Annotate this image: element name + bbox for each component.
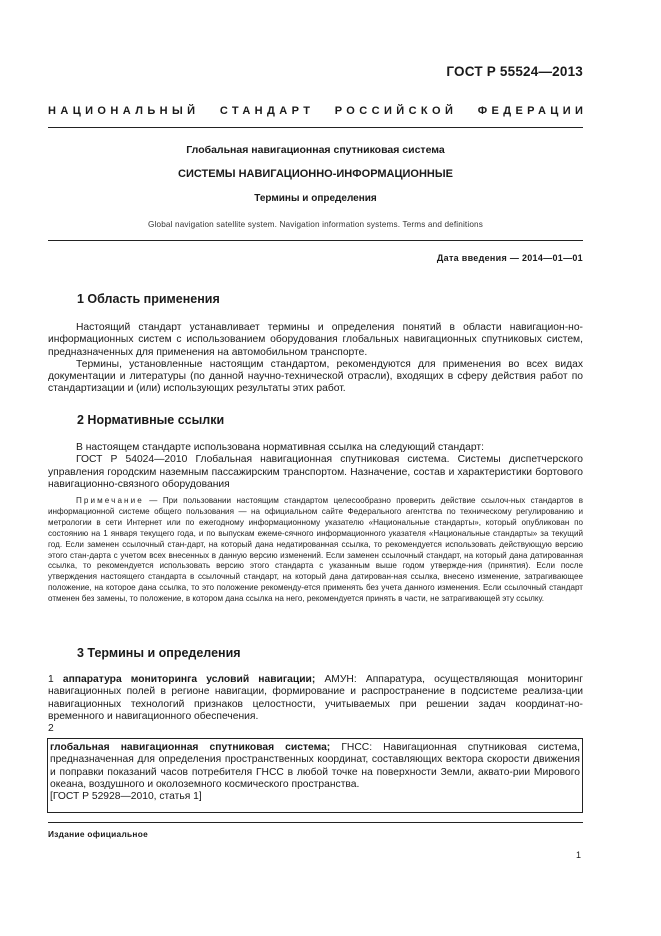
term-number: 2	[48, 723, 54, 734]
title-line-1: Глобальная навигационная спутниковая система	[186, 144, 445, 156]
banner-word: РОССИЙСКОЙ	[334, 105, 458, 117]
note-label: Примечание	[76, 496, 144, 505]
section-3-heading: 3 Термины и определения	[77, 646, 241, 660]
term-name: глобальная навигационная спутниковая система;	[50, 742, 331, 753]
national-standard-banner	[48, 105, 588, 117]
banner-word: СТАНДАРТ	[219, 105, 315, 117]
term-entry-2-box	[47, 738, 583, 813]
footer-divider	[48, 822, 583, 823]
introduction-date: Дата введения — 2014—01—01	[436, 253, 583, 263]
paragraph: Термины, установленные настоящим стандартом, рекомендуются для применения во всех видах документации и литературы (по данной научно-технической отрасли), входящих в сферу действия работ по стандартизации и (или) использующих результаты этих работ.	[48, 358, 583, 395]
title-english: Global navigation satellite system. Navigation information systems. Terms and definitions	[148, 220, 483, 229]
term-name: аппаратура мониторинга условий навигации;	[62, 674, 316, 685]
term-source: [ГОСТ Р 52928—2010, статья 1]	[50, 791, 202, 803]
title-divider	[48, 240, 583, 241]
document-code: ГОСТ Р 55524—2013	[446, 64, 583, 79]
section-1-heading: 1 Область применения	[77, 292, 220, 306]
banner-word: НАЦИОНАЛЬНЫЙ	[48, 105, 200, 117]
title-line-3: Термины и определения	[254, 193, 377, 204]
note-text: — При пользовании настоящим стандартом целесообразно проверить действие ссылоч-ных стандартов в информационной системе общего пользования — на официальном сайте Федерального агентства по техническому регулированию и метрологии в сети Интернет или по ежегодному информационному указателю «Национальные стандарты», который опубликован по состоянию на 1 января текущего года, и по выпускам ежеме-сячного информационного указателя «Национальные стандарты» за текущий год. Если заменен ссылочный стан-дарт, на который дана недатированная ссылка, то рекомендуется использовать действующую версию этого стан-дарта с учетом всех внесенных в данную версию изменений. Если заменен ссылочный стандарт, на который дана датированная ссылка, то рекомендуется использовать версию этого стандарта с указанным выше годом утвержде-ния (принятия). Если после утверждения настоящего стандарта в ссылочный стандарт, на который дана датирован-ная ссылка, внесено изменение, затрагивающее положение, на которое дана ссылка, то это положение рекоменду-ется применять без учета данного изменения. Если ссылочный стандарт отменен без замены, то положение, в котором дана ссылка на него, рекомендуется принять в части, не затрагивающей эту ссылку.	[48, 496, 584, 604]
banner-word: ФЕДЕРАЦИИ	[477, 105, 588, 117]
paragraph: ГОСТ Р 54024—2010 Глобальная навигационная спутниковая система. Системы диспетчерского управления городским наземным пассажирским транспортом. Назначение, состав и характеристики бортового навигационно-связного оборудования	[48, 454, 583, 490]
section-1-body	[48, 322, 583, 396]
term-number: 1	[48, 674, 54, 685]
page-number: 1	[575, 850, 581, 860]
section-2-heading: 2 Нормативные ссылки	[77, 413, 225, 427]
section-2-note	[48, 496, 583, 605]
paragraph: В настоящем стандарте использована нормативная ссылка на следующий стандарт:	[76, 442, 484, 453]
banner-divider	[48, 127, 583, 128]
paragraph: Настоящий стандарт устанавливает термины и определения понятий в области навигацион-но-информационных систем с использованием оборудования глобальных навигационных спутниковых систем, предназначенных для применения на автомобильном транспорте.	[48, 322, 583, 358]
term-entry-1	[48, 674, 583, 723]
term-definition: АМУН: Аппаратура, осуществляющая мониторинг навигационных полей в регионе навигации, формирование и распространение в подсистеме реализа-ции навигационных технологий признаков целостности, учитываемых при решении задач координат-но-временного и навигационного обеспечения.	[48, 674, 583, 722]
official-edition-label: Издание официальное	[48, 829, 149, 839]
section-2-body	[48, 442, 583, 491]
title-line-2: СИСТЕМЫ НАВИГАЦИОННО-ИНФОРМАЦИОННЫЕ	[178, 168, 453, 180]
term-definition: ГНСС: Навигационная спутниковая система, предназначенная для определения пространственных координат, составляющих вектора скорости движения и поправки показаний часов потребителя ГНСС в любой точке на поверхности Земли, аквато-рии Мирового океана, воздушного и околоземного космического пространства.	[50, 742, 580, 790]
